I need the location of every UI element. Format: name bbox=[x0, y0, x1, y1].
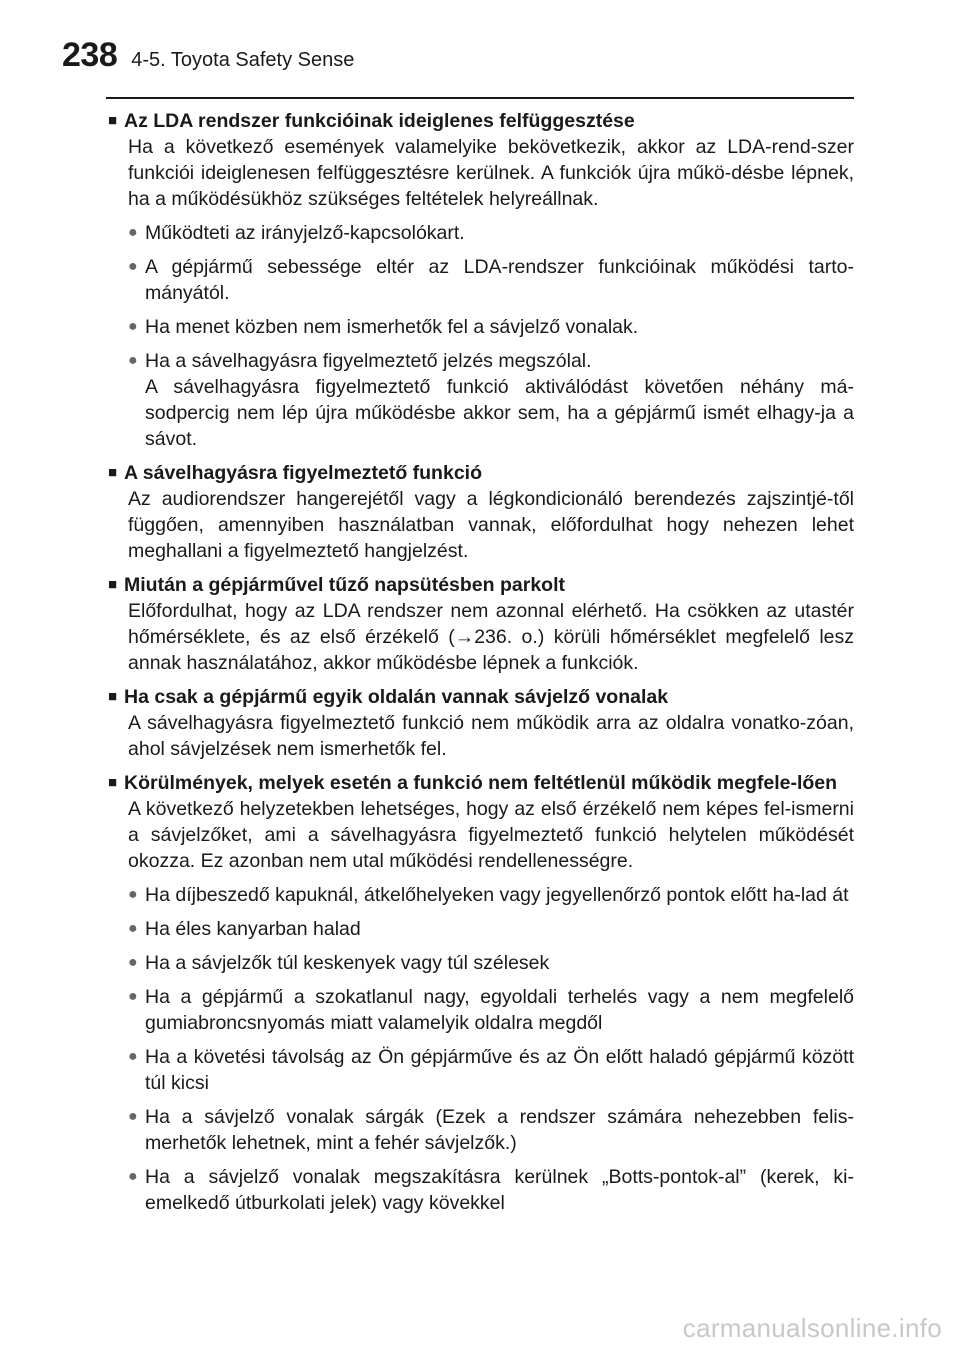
round-bullet-icon: ● bbox=[128, 886, 138, 903]
section-heading-text: Ha csak a gépjármű egyik oldalán vannak sávjelző vonalak bbox=[124, 686, 669, 708]
list-item bbox=[128, 950, 854, 976]
list-item-text: Ha a sávjelző vonalak sárgák (Ezek a rendszer számára nehezebben felis-merhetők lehetnek, mint a fehér sávjelzők.) bbox=[145, 1106, 854, 1154]
section-body: Ha a következő események valamelyike bekövetkezik, akkor az LDA-rend-szer funkciói ideiglenesen felfüggesztésre kerülnek. A funkciók újra műkö-désbe lépnek, ha a működésükhöz szükséges feltételek helyreállnak. bbox=[128, 136, 854, 210]
list-item-text: Ha menet közben nem ismerhetők fel a sávjelző vonalak. bbox=[145, 316, 639, 338]
section bbox=[108, 684, 854, 762]
list-item-text: Ha díjbeszedő kapuknál, átkelőhelyeken vagy jegyellenőrző pontok előtt ha-lad át bbox=[145, 884, 849, 906]
section-heading-text: Az LDA rendszer funkcióinak ideiglenes felfüggesztése bbox=[124, 110, 635, 132]
round-bullet-icon: ● bbox=[128, 954, 138, 971]
round-bullet-icon: ● bbox=[128, 318, 138, 335]
list-item-content bbox=[145, 984, 854, 1036]
list-item-content bbox=[145, 254, 854, 306]
section-body: Előfordulhat, hogy az LDA rendszer nem azonnal elérhető. Ha csökken az utastér hőmérséklete, és az első érzékelő (→236. o.) körüli hőmérséklet megfelelő lesz annak használatához, akkor működésbe lépnek a funkciók. bbox=[128, 600, 854, 674]
round-bullet-icon: ● bbox=[128, 1048, 138, 1065]
list-item-content bbox=[145, 1104, 854, 1156]
list-item bbox=[128, 1104, 854, 1156]
list-item bbox=[128, 254, 854, 306]
square-bullet-icon: ■ bbox=[108, 576, 118, 593]
section-body: A sávelhagyásra figyelmeztető funkció nem működik arra az oldalra vonatko-zóan, ahol sávjelzések nem ismerhetők fel. bbox=[128, 712, 854, 760]
list-item-content bbox=[145, 882, 854, 908]
section-heading bbox=[108, 108, 854, 134]
list-item bbox=[128, 1044, 854, 1096]
round-bullet-icon: ● bbox=[128, 1108, 138, 1125]
list-item-content bbox=[145, 314, 854, 340]
bullet-list bbox=[128, 220, 854, 452]
section-body: Az audiorendszer hangerejétől vagy a légkondicionáló berendezés zajszintjé-től függően, amennyiben használatban vannak, előfordulhat hogy nehezen lehet meghallani a figyelmeztető hangjelzést. bbox=[128, 488, 854, 562]
round-bullet-icon: ● bbox=[128, 352, 138, 369]
chapter-title: 4-5. Toyota Safety Sense bbox=[131, 49, 355, 71]
list-item-content bbox=[145, 1044, 854, 1096]
list-item bbox=[128, 984, 854, 1036]
round-bullet-icon: ● bbox=[128, 224, 138, 241]
header-divider bbox=[106, 97, 854, 99]
square-bullet-icon: ■ bbox=[108, 774, 118, 791]
list-item bbox=[128, 220, 854, 246]
list-item-text: Ha a sávelhagyásra figyelmeztető jelzés megszólal. bbox=[145, 350, 592, 372]
list-item-note: A sávelhagyásra figyelmeztető funkció aktiválódást követően néhány má-sodpercig nem lép újra működésbe akkor sem, ha a gépjármű ismét elhagy-ja a sávot. bbox=[145, 376, 854, 450]
section bbox=[108, 572, 854, 676]
square-bullet-icon: ■ bbox=[108, 464, 118, 481]
section-heading-text: A sávelhagyásra figyelmeztető funkció bbox=[124, 462, 482, 484]
list-item-content bbox=[145, 220, 854, 246]
list-item-text: Ha a gépjármű a szokatlanul nagy, egyoldali terhelés vagy a nem megfelelő gumiabroncsnyomás miatt valamelyik oldalra megdől bbox=[145, 986, 854, 1034]
section-heading-text: Miután a gépjárművel tűző napsütésben parkolt bbox=[124, 574, 565, 596]
section-heading bbox=[108, 572, 854, 598]
round-bullet-icon: ● bbox=[128, 258, 138, 275]
list-item-text: A gépjármű sebessége eltér az LDA-rendszer funkcióinak működési tarto-mányától. bbox=[145, 256, 854, 304]
list-item bbox=[128, 314, 854, 340]
square-bullet-icon: ■ bbox=[108, 688, 118, 705]
list-item-content bbox=[145, 950, 854, 976]
list-item bbox=[128, 1164, 854, 1216]
list-item bbox=[128, 916, 854, 942]
main-content bbox=[108, 108, 854, 1224]
section-body: A következő helyzetekben lehetséges, hogy az első érzékelő nem képes fel-ismerni a sávjelzőket, ami a sávelhagyásra figyelmeztető funkció helytelen működését okozza. Ez azonban nem utal működési rendellenességre. bbox=[128, 798, 854, 872]
page-header bbox=[62, 36, 354, 75]
section-heading bbox=[108, 460, 854, 486]
list-item-content bbox=[145, 916, 854, 942]
watermark: carmanualsonline.info bbox=[682, 1313, 942, 1343]
page-number: 238 bbox=[62, 36, 118, 74]
list-item-text: Ha a követési távolság az Ön gépjárműve és az Ön előtt haladó gépjármű között túl kicsi bbox=[145, 1046, 854, 1094]
list-item-text: Működteti az irányjelző-kapcsolókart. bbox=[145, 222, 465, 244]
section-heading bbox=[108, 770, 854, 796]
list-item-text: Ha a sávjelzők túl keskenyek vagy túl szélesek bbox=[145, 952, 550, 974]
list-item bbox=[128, 882, 854, 908]
square-bullet-icon: ■ bbox=[108, 112, 118, 129]
bullet-list bbox=[128, 882, 854, 1216]
list-item-content bbox=[145, 1164, 854, 1216]
section bbox=[108, 770, 854, 1216]
list-item bbox=[128, 348, 854, 452]
list-item-content bbox=[145, 348, 854, 452]
list-item-text: Ha a sávjelző vonalak megszakításra kerülnek „Botts-pontok-al” (kerek, ki-emelkedő útburkolati jelek) vagy kövekkel bbox=[145, 1166, 854, 1214]
list-item-text: Ha éles kanyarban halad bbox=[145, 918, 361, 940]
section bbox=[108, 108, 854, 452]
section bbox=[108, 460, 854, 564]
section-heading bbox=[108, 684, 854, 710]
round-bullet-icon: ● bbox=[128, 988, 138, 1005]
round-bullet-icon: ● bbox=[128, 920, 138, 937]
section-heading-text: Körülmények, melyek esetén a funkció nem feltétlenül működik megfele-lően bbox=[124, 772, 838, 794]
round-bullet-icon: ● bbox=[128, 1168, 138, 1185]
